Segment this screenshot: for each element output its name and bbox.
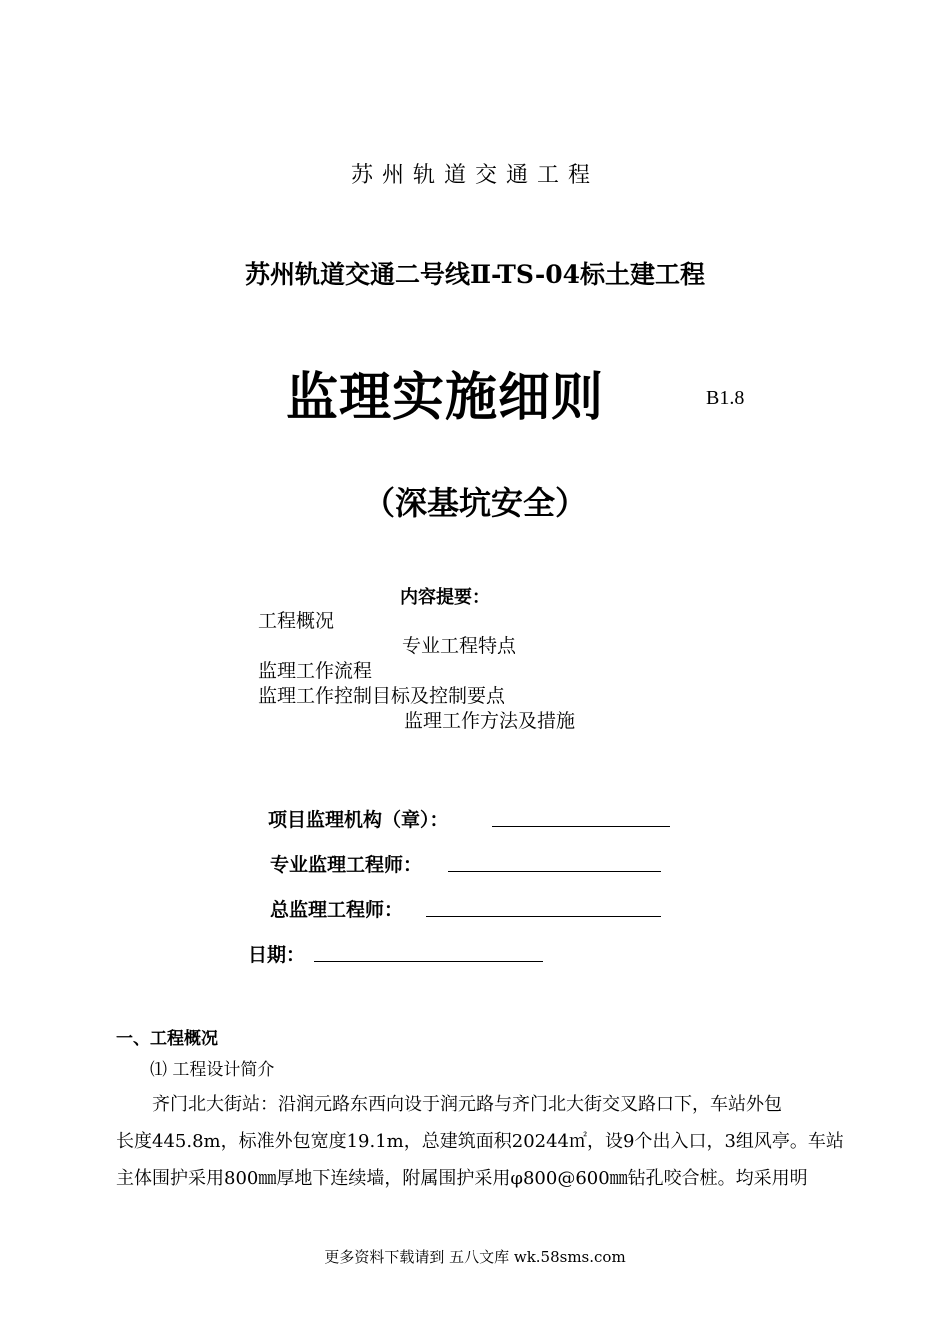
summary-item: 工程概况 xyxy=(258,610,335,632)
chief-engineer-line xyxy=(426,916,661,917)
summary-item: 监理工作方法及措施 xyxy=(404,710,576,732)
summary-item: 专业工程特点 xyxy=(402,635,517,657)
footer-download-link[interactable]: 更多资料下载请到 五八文库 wk.58sms.com xyxy=(324,1248,626,1266)
summary-heading: 内容提要： xyxy=(400,587,490,608)
engineer-label: 专业监理工程师： xyxy=(270,854,423,876)
section-heading: 一、工程概况 xyxy=(116,1029,218,1049)
engineer-line xyxy=(448,871,661,872)
series-title: 苏州轨道交通工程 xyxy=(350,163,599,188)
paragraph-line: 齐门北大街站：沿润元路东西向设于润元路与齐门北大街交叉路口下，车站外包 xyxy=(152,1094,782,1115)
date-line xyxy=(314,961,543,962)
document-subtitle: （深基坑安全） xyxy=(362,484,587,522)
summary-item: 监理工作流程 xyxy=(258,660,373,682)
project-title: 苏州轨道交通二号线Ⅱ-TS-04标土建工程 xyxy=(244,260,706,289)
date-label: 日期： xyxy=(248,944,306,966)
paragraph-line: 主体围护采用800㎜厚地下连续墙，附属围护采用φ800@600㎜钻孔咬合桩。均采用明 xyxy=(116,1168,808,1189)
sub-heading: ⑴ 工程设计简介 xyxy=(150,1060,275,1080)
paragraph-line: 长度445.8m，标准外包宽度19.1m，总建筑面积20244㎡，设9个出入口，3组风亭。车站 xyxy=(116,1131,844,1152)
org-seal-line xyxy=(492,826,670,827)
org-seal-label: 项目监理机构（章）： xyxy=(268,809,449,831)
chief-engineer-label: 总监理工程师： xyxy=(270,899,404,921)
summary-item: 监理工作控制目标及控制要点 xyxy=(258,685,506,707)
document-title: 监理实施细则 xyxy=(286,368,605,428)
version-label: B1.8 xyxy=(706,387,745,409)
